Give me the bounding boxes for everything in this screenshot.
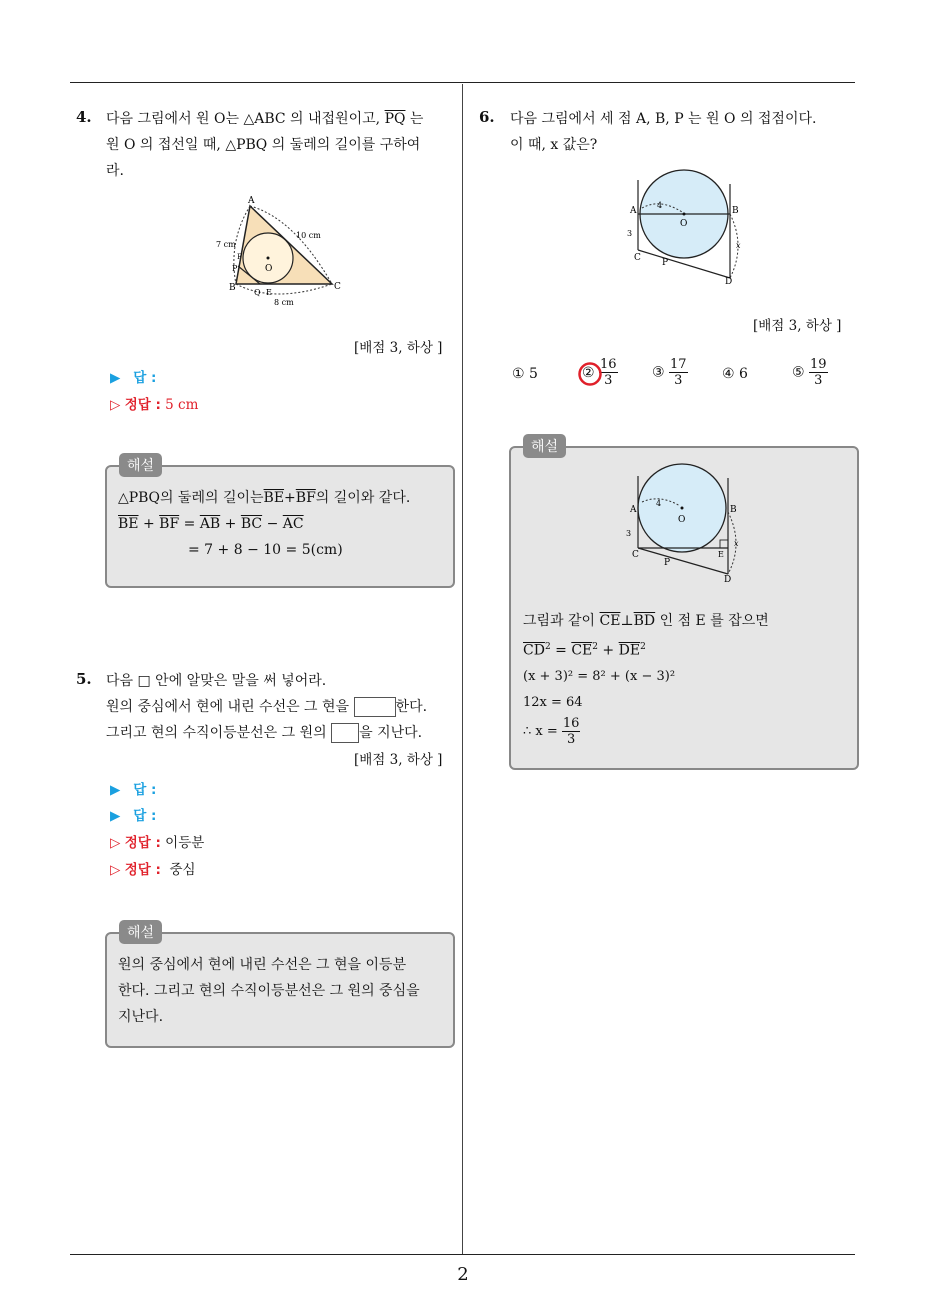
svg-text:P: P: [232, 264, 238, 273]
question-4-score: [배점 3, 하상 ]: [354, 340, 443, 356]
question-6-explanation-text: 그림과 같이 $\overline{CE}\perp\overline{BD}$ 인 점 E 를 잡으면 $\overline{CD}^2 = \overline{CE}^2 + \overline{DE}^2$ (x + 3)² = 8² + (x − 3)² 12x = 64 ∴ x = $\frac{16}{3}$: [523, 613, 769, 747]
svg-text:A: A: [630, 206, 637, 216]
question-6-score: [배점 3, 하상 ]: [753, 318, 842, 334]
question-4-correct-row: ▷ 정답 : 5 cm: [110, 397, 199, 413]
svg-text:B: B: [730, 505, 737, 515]
svg-text:x: x: [736, 241, 741, 250]
blank-box: [331, 723, 359, 743]
svg-text:7 cm: 7 cm: [216, 240, 236, 249]
question-6-number: 6.: [479, 108, 495, 126]
svg-text:C: C: [634, 253, 641, 263]
svg-text:O: O: [678, 515, 686, 525]
question-4-text: 다음 그림에서 원 O는 △ABC 의 내접원이고, $\overline{PQ}$ 는 원 O 의 접선일 때, △PBQ 의 둘레의 길이를 구하여 라.: [106, 111, 424, 179]
question-5-explanation-text: 원의 중심에서 현에 내린 수선은 그 현을 이등분 한다. 그리고 현의 수직이등분선은 그 원의 중심을 지난다.: [118, 957, 420, 1025]
question-6-explanation-figure: [622, 462, 748, 584]
svg-text:O: O: [265, 264, 273, 274]
red-circle-mark-icon: [577, 361, 603, 387]
play-icon: ▶: [110, 782, 121, 798]
question-4-figure: [210, 192, 350, 310]
question-5-correct-row-2: ▷ 정답 : 중심: [110, 862, 196, 878]
svg-text:D: D: [725, 277, 733, 287]
outline-play-icon: ▷: [110, 397, 121, 413]
svg-text:D: D: [724, 575, 732, 584]
svg-text:8 cm: 8 cm: [274, 298, 294, 307]
choice-2[interactable]: ② $\frac{16}{3}$: [582, 357, 618, 388]
svg-text:B: B: [229, 283, 236, 293]
svg-text:10 cm: 10 cm: [296, 231, 321, 240]
page-number: 2: [457, 1264, 469, 1285]
play-icon: ▶: [110, 808, 121, 824]
svg-text:C: C: [334, 282, 341, 292]
svg-text:A: A: [630, 505, 637, 515]
question-4-explanation-text: △PBQ의 둘레의 길이는$\overline{BE}+\overline{BF}$의 길이와 같다. $\overline{BE} + \overline{BF} = \overline{AB} + \overline{BC} - \overline{AC}$ = 7 + 8 − 10 = 5(cm): [118, 490, 411, 558]
outline-play-icon: ▷: [110, 862, 121, 878]
svg-text:E: E: [266, 288, 272, 297]
question-6-figure: [620, 168, 750, 290]
svg-text:P: P: [662, 258, 669, 268]
svg-text:A: A: [248, 196, 255, 206]
svg-text:B: B: [732, 206, 739, 216]
outline-play-icon: ▷: [110, 835, 121, 851]
svg-text:Q: Q: [254, 288, 261, 297]
svg-text:P: P: [664, 558, 671, 568]
svg-text:O: O: [680, 219, 688, 229]
question-5-number: 5.: [76, 670, 92, 688]
question-6-text: 다음 그림에서 세 점 A, B, P 는 원 O 의 접점이다. 이 때, x 값은?: [510, 111, 817, 153]
svg-text:4: 4: [657, 201, 663, 210]
bottom-rule: [70, 1254, 855, 1255]
svg-text:x: x: [734, 539, 739, 548]
question-5-answer-row-2: ▶ 답 :: [110, 808, 157, 824]
svg-text:3: 3: [626, 529, 632, 538]
question-4-answer-row: ▶ 답 :: [110, 370, 157, 386]
question-5-score: [배점 3, 하상 ]: [354, 752, 443, 768]
question-4-number: 4.: [76, 108, 92, 126]
top-rule: [70, 82, 855, 83]
choice-5[interactable]: ⑤ $\frac{19}{3}$: [792, 357, 827, 388]
explanation-tag: 해설: [523, 434, 566, 458]
svg-text:F: F: [237, 253, 242, 261]
explanation-tag: 해설: [119, 920, 162, 944]
choice-4[interactable]: ④ 6: [722, 366, 748, 382]
svg-text:C: C: [632, 550, 639, 560]
explanation-tag: 해설: [119, 453, 162, 477]
play-icon: ▶: [110, 370, 121, 386]
svg-text:E: E: [718, 550, 724, 559]
column-divider: [462, 84, 463, 1254]
svg-text:4: 4: [656, 499, 662, 508]
blank-box: [354, 697, 396, 717]
choice-1[interactable]: ① 5: [512, 366, 538, 382]
choice-3[interactable]: ③ $\frac{17}{3}$: [652, 357, 687, 388]
question-5-answer-row-1: ▶ 답 :: [110, 782, 157, 798]
question-5-correct-row-1: ▷ 정답 : 이등분: [110, 835, 205, 851]
question-5-text: 다음 □ 안에 알맞은 말을 써 넣어라. 원의 중심에서 현에 내린 수선은 그 현을 한다. 그리고 현의 수직이등분선은 그 원의 을 지난다.: [106, 673, 428, 741]
svg-text:3: 3: [627, 229, 633, 238]
